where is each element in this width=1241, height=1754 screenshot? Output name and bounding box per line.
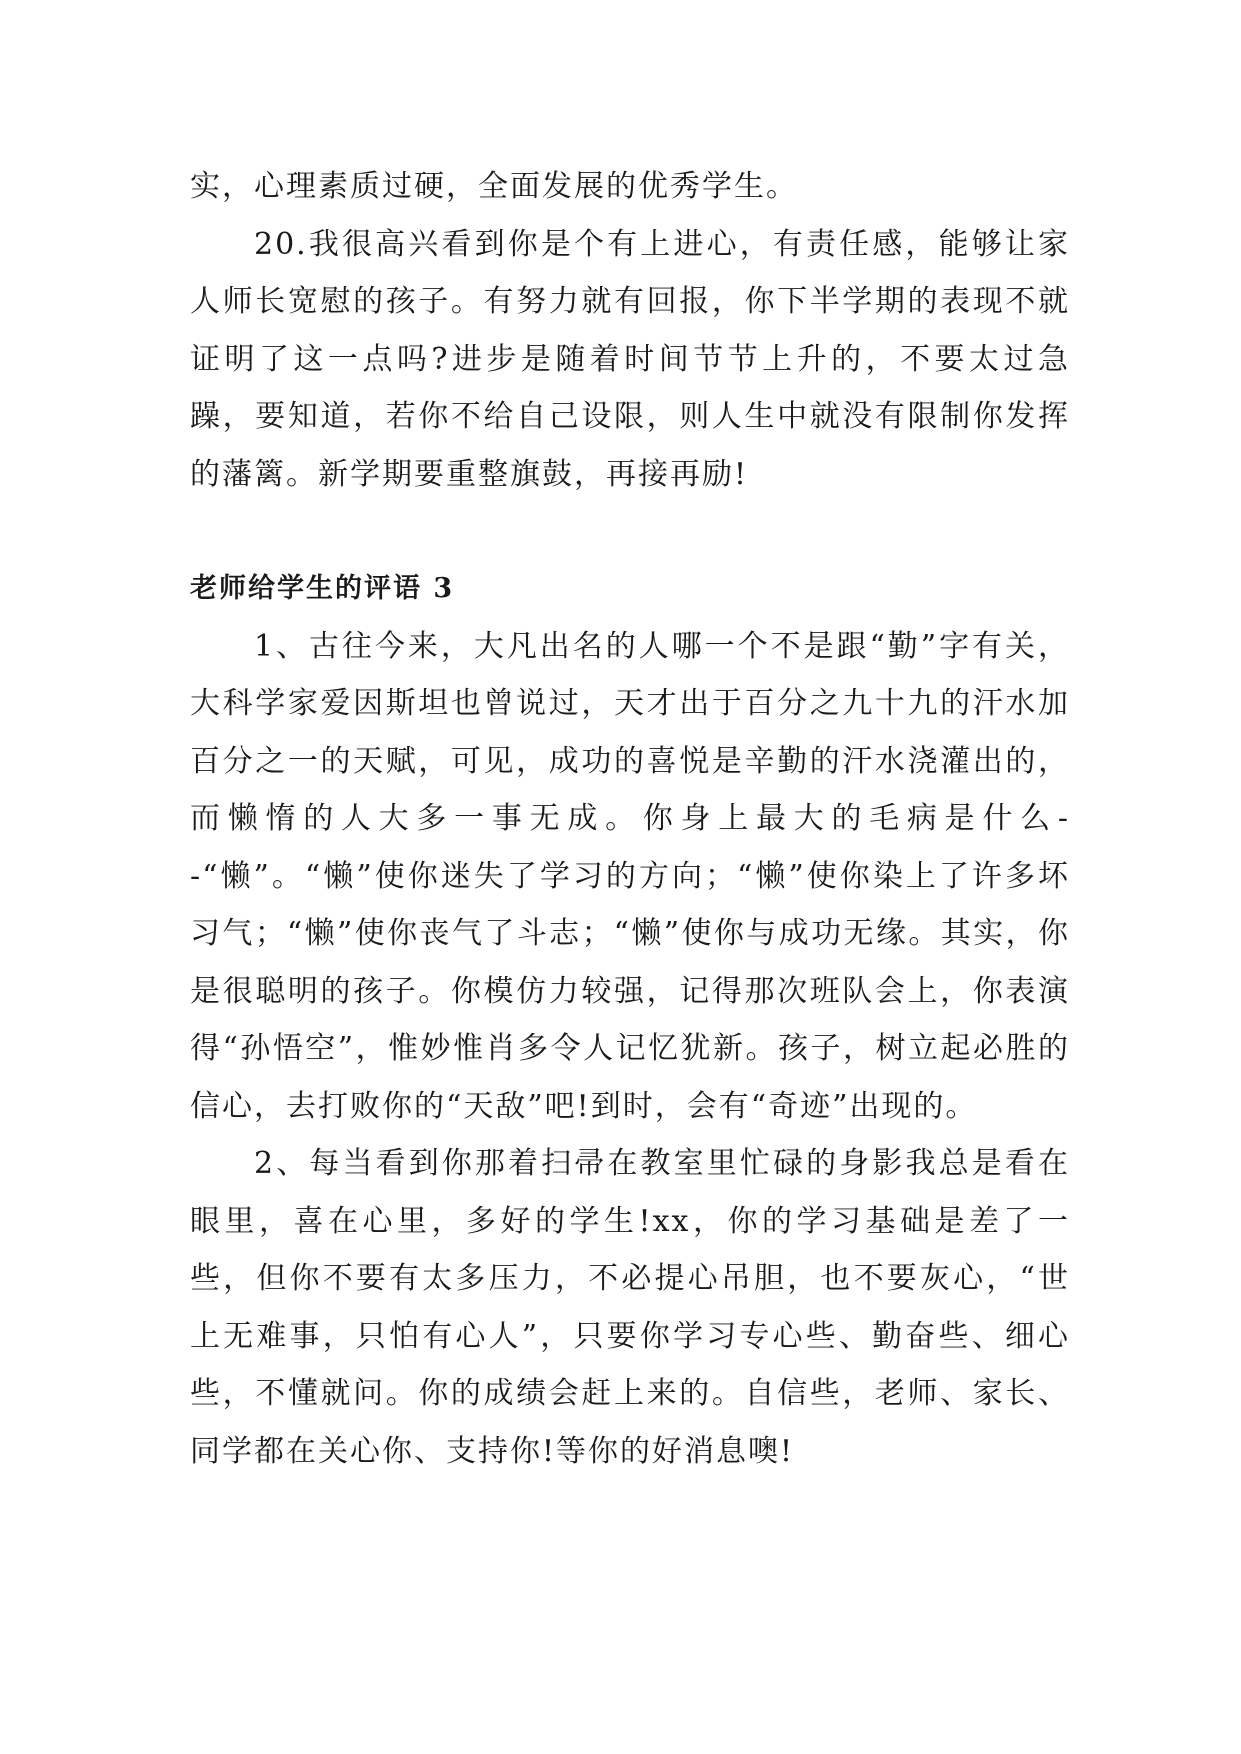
paragraph-item-1: 1、古往今来，大凡出名的人哪一个不是跟“勤”字有关，大科学家爱因斯坦也曾说过，天才出于百分之九十九的汗水加百分之一的天赋，可见，成功的喜悦是辛勤的汗水浇灌出的，而懒惰的人大多一事无成。你身上最大的毛病是什么--“懒”。“懒”使你迷失了学习的方向；“懒”使你染上了许多坏习气；“懒”使你丧气了斗志；“懒”使你与成功无缘。其实，你是很聪明的孩子。你模仿力较强，记得那次班队会上，你表演得“孙悟空”，惟妙惟肖多令人记忆犹新。孩子，树立起必胜的信心，去打败你的“天敌”吧!到时，会有“奇迹”出现的。 [190, 628, 1070, 1124]
paragraph-continuation: 实，心理素质过硬，全面发展的优秀学生。 [190, 169, 798, 204]
paragraph-item-20: 20.我很高兴看到你是个有上进心，有责任感，能够让家人师长宽慰的孩子。有努力就有回报，你下半学期的表现不就证明了这一点吗?进步是随着时间节节上升的，不要太过急躁，要知道，若你不给自己设限，则人生中就没有限制你发挥的藩篱。新学期要重整旗鼓，再接再励! [190, 226, 1070, 492]
section-heading: 老师给学生的评语 3 [190, 573, 455, 604]
paragraph-item-2: 2、每当看到你那着扫帚在教室里忙碌的身影我总是看在眼里，喜在心里，多好的学生!xx，你的学习基础是差了一些，但你不要有太多压力，不必提心吊胆，也不要灰心，“世上无难事，只怕有心人”，只要你学习专心些、勤奋些、细心些，不懂就问。你的成绩会赶上来的。自信些，老师、家长、同学都在关心你、支持你!等你的好消息噢! [190, 1146, 1070, 1469]
document-body [190, 158, 1070, 1480]
